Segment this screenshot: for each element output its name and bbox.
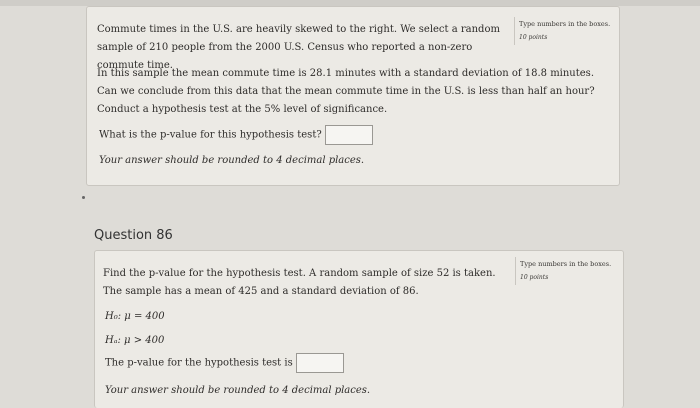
question-86-prompt: The p-value for the hypothesis test is [105,357,293,369]
question-86-answer-input[interactable] [296,353,344,373]
question-86-meta [515,257,620,285]
question-86-meta-label: Type numbers in the boxes. [520,260,612,268]
question-85-card [86,6,620,186]
question-85-paragraph-2: In this sample the mean commute time is 28.1 minutes with a standard deviation of 18.8 minutes. Can we conclude from this data that the mean commute time in the U.S. is less than half an hour? Conduct a hypothesis test at the 5% level of significance. [97,68,595,115]
question-86-null-hypothesis: H₀: μ = 400 [105,311,165,322]
question-85-prompt: What is the p-value for this hypothesis test? [99,129,322,141]
decorative-dot [82,196,85,199]
question-86-rounding-note: Your answer should be rounded to 4 decimal places. [105,385,371,396]
question-86-alt-hypothesis: Hₐ: μ > 400 [105,335,165,346]
question-86-heading: Question 86 [94,228,173,243]
question-85-rounding-note: Your answer should be rounded to 4 decimal places. [99,155,365,166]
question-86-card [94,250,624,408]
question-85-paragraph-1: Commute times in the U.S. are heavily skewed to the right. We select a random sample of 210 people from the 2000 U.S. Census who reported a non-zero commute time. [97,24,500,71]
question-86-prompt-row [105,353,405,373]
question-85-meta [514,17,615,45]
question-85-prompt-row [99,125,399,145]
question-86-paragraph: Find the p-value for the hypothesis test. A random sample of size 52 is taken. The sample has a mean of 425 and a standard deviation of 86. [103,268,496,297]
question-85-points: 10 points [519,34,548,41]
question-85-answer-input[interactable] [325,125,373,145]
question-86-points: 10 points [520,274,549,281]
question-85-meta-label: Type numbers in the boxes. [519,20,611,28]
